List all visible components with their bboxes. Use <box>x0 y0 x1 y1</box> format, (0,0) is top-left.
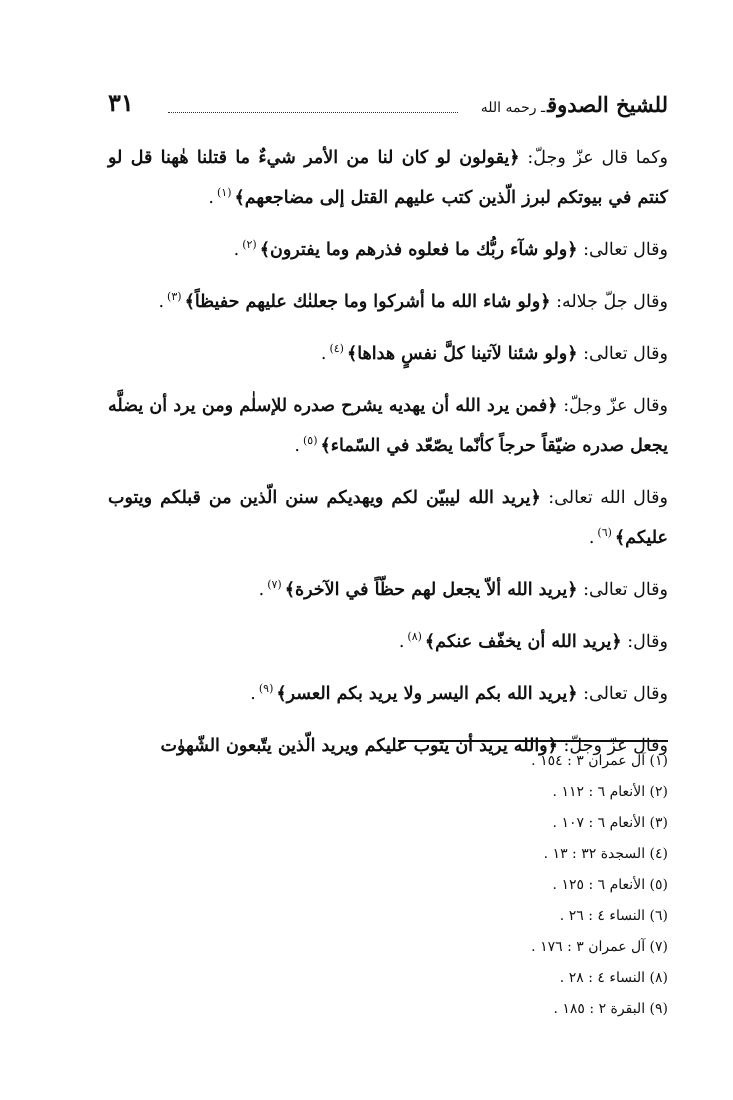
quran-verse: ولو شاء الله ما أشركوا وما جعلنٰك عليهم حفيظاً <box>194 292 541 312</box>
running-title-text: للشيخ الصدوق <box>547 92 668 117</box>
citation-intro: وقال تعالى: <box>583 684 668 704</box>
footnote-separator <box>398 740 668 742</box>
citation-intro: وقال تعالى: <box>583 344 668 364</box>
paragraph: وقال: ﴿يريد الله أن يخفّف عنكم﴾$^{(٨)}$. <box>398 630 668 652</box>
quran-close-bracket: ﴾ <box>614 528 626 548</box>
footnote-ref: (١) <box>216 186 232 200</box>
page-header <box>108 88 668 126</box>
footnote: (٥) الأنعام ٦ : ١٢٥ . <box>552 877 668 893</box>
paragraph: وكما قال عزّ وجلّ: ﴿يقولون لو كان لنا من الأمر شيءٌ ما قتلنا هٰهنا قل لو كنتم في بيوتكم لبرز الّذين كتب عليهم القتل إلى مضاجعهم﴾$^{(١)}$. <box>108 148 668 208</box>
quran-open-bracket: ﴿ <box>509 148 520 168</box>
citation-intro: وكما قال عزّ وجلّ: <box>527 148 668 168</box>
quran-close-bracket: ﴾ <box>424 632 436 652</box>
honorific: ـ رحمه الله <box>480 100 546 116</box>
footnotes <box>268 746 668 1025</box>
citation-intro: وقال تعالى: <box>583 580 668 600</box>
citation-intro: وقال عزّ وجلّ: <box>563 736 668 756</box>
quran-verse: ولو شئنا لآتينا كلَّ نفسٍ هداها <box>357 344 568 364</box>
quran-open-bracket: ﴿ <box>530 488 541 508</box>
citation-intro: وقال تعالى: <box>583 240 668 260</box>
paragraph: وقال عزّ وجلّ: ﴿فمن يرد الله أن يهديه يشرح صدره للإسلٰم ومن يرد أن يضلَّه يجعل صدره ضيّقاً حرجاً كأنّما يصّعّد في السّماء﴾$^{(٥)}$. <box>108 396 668 456</box>
main-text <box>108 138 668 780</box>
footnote: (٩) البقرة ٢ : ١٨٥ . <box>553 1001 668 1017</box>
quran-verse: يريد الله ليبيّن لكم ويهديكم سنن الّذين من قبلكم ويتوب عليكم <box>108 488 668 548</box>
quran-close-bracket: ﴾ <box>184 292 195 312</box>
footnote: (١) آل عمران ٣ : ١٥٤ . <box>531 753 668 769</box>
footnote-ref: (٣) <box>167 290 182 304</box>
quran-open-bracket: ﴿ <box>567 684 578 704</box>
quran-verse: فمن يرد الله أن يهديه يشرح صدره للإسلٰم ومن يرد أن يضلَّه يجعل صدره ضيّقاً حرجاً كأنّما يصّعّد في السّماء <box>108 396 668 456</box>
quran-close-bracket: ﴾ <box>276 684 287 704</box>
quran-open-bracket: ﴿ <box>547 736 558 756</box>
footnote: (٤) السجدة ٣٢ : ١٣ . <box>543 846 668 862</box>
footnote: (٣) الأنعام ٦ : ١٠٧ . <box>552 815 668 831</box>
running-title <box>481 92 668 117</box>
quran-verse: يريد الله ألاّ يجعل لهم حظّاً في الآخرة <box>294 580 568 600</box>
citation-intro: وقال عزّ وجلّ: <box>563 396 668 416</box>
quran-close-bracket: ﴾ <box>320 436 331 456</box>
quran-close-bracket: ﴾ <box>346 344 358 364</box>
header-dotted-rule <box>168 112 458 113</box>
footnote: (٦) النساء ٤ : ٢٦ . <box>559 908 668 924</box>
footnote-ref: (٨) <box>407 630 422 644</box>
citation-intro: وقال الله تعالى: <box>548 488 668 508</box>
paragraph: وقال تعالى: ﴿يريد الله ألاّ يجعل لهم حظّاً في الآخرة﴾$^{(٧)}$. <box>258 578 668 600</box>
quran-open-bracket: ﴿ <box>567 580 578 600</box>
quran-open-bracket: ﴿ <box>540 292 551 312</box>
citation-intro: وقال جلّ جلاله: <box>556 292 668 312</box>
quran-open-bracket: ﴿ <box>567 344 578 364</box>
quran-close-bracket: ﴾ <box>234 188 245 208</box>
footnote-ref: (٤) <box>329 342 344 356</box>
paragraph: وقال تعالى: ﴿يريد الله بكم اليسر ولا يريد بكم العسر﴾$^{(٩)}$. <box>250 682 668 704</box>
paragraph: وقال تعالى: ﴿ولو شآء ربُّك ما فعلوه فذرهم وما يفترون﴾$^{(٢)}$. <box>233 238 668 260</box>
quran-open-bracket: ﴿ <box>547 396 558 416</box>
quran-open-bracket: ﴿ <box>567 240 578 260</box>
page-number: ٣١ <box>108 88 134 117</box>
quran-verse: ولو شآء ربُّك ما فعلوه فذرهم وما يفترون <box>269 240 568 260</box>
quran-verse: يقولون لو كان لنا من الأمر شيءٌ ما قتلنا هٰهنا قل لو كنتم في بيوتكم لبرز الّذين كتب عليهم القتل إلى مضاجعهم <box>108 148 668 208</box>
footnote-ref: (٢) <box>242 238 257 252</box>
quran-verse: يريد الله بكم اليسر ولا يريد بكم العسر <box>286 684 568 704</box>
paragraph: وقال تعالى: ﴿ولو شئنا لآتينا كلَّ نفسٍ هداها﴾$^{(٤)}$. <box>320 342 668 364</box>
quran-open-bracket: ﴿ <box>611 632 622 652</box>
paragraph: وقال جلّ جلاله: ﴿ولو شاء الله ما أشركوا وما جعلنٰك عليهم حفيظاً﴾$^{(٣)}$. <box>158 290 668 312</box>
footnote: (٧) آل عمران ٣ : ١٧٦ . <box>531 939 668 955</box>
footnote-ref: (٥) <box>303 434 318 448</box>
footnote-ref: (٦) <box>597 526 612 540</box>
citation-intro: وقال: <box>627 632 668 652</box>
quran-close-bracket: ﴾ <box>259 240 270 260</box>
footnote-ref: (٧) <box>267 578 282 592</box>
paragraph: وقال الله تعالى: ﴿يريد الله ليبيّن لكم ويهديكم سنن الّذين من قبلكم ويتوب عليكم﴾$^{(٦)}$. <box>108 488 668 548</box>
footnote-ref: (٩) <box>258 682 274 696</box>
footnote: (٨) النساء ٤ : ٢٨ . <box>559 970 668 986</box>
quran-close-bracket: ﴾ <box>284 580 295 600</box>
footnote: (٢) الأنعام ٦ : ١١٢ . <box>552 784 668 800</box>
quran-verse: والله يريد أن يتوب عليكم ويريد الّذين يتّبعون الشّهوٰت <box>160 736 548 756</box>
quran-verse: يريد الله أن يخفّف عنكم <box>435 632 612 652</box>
